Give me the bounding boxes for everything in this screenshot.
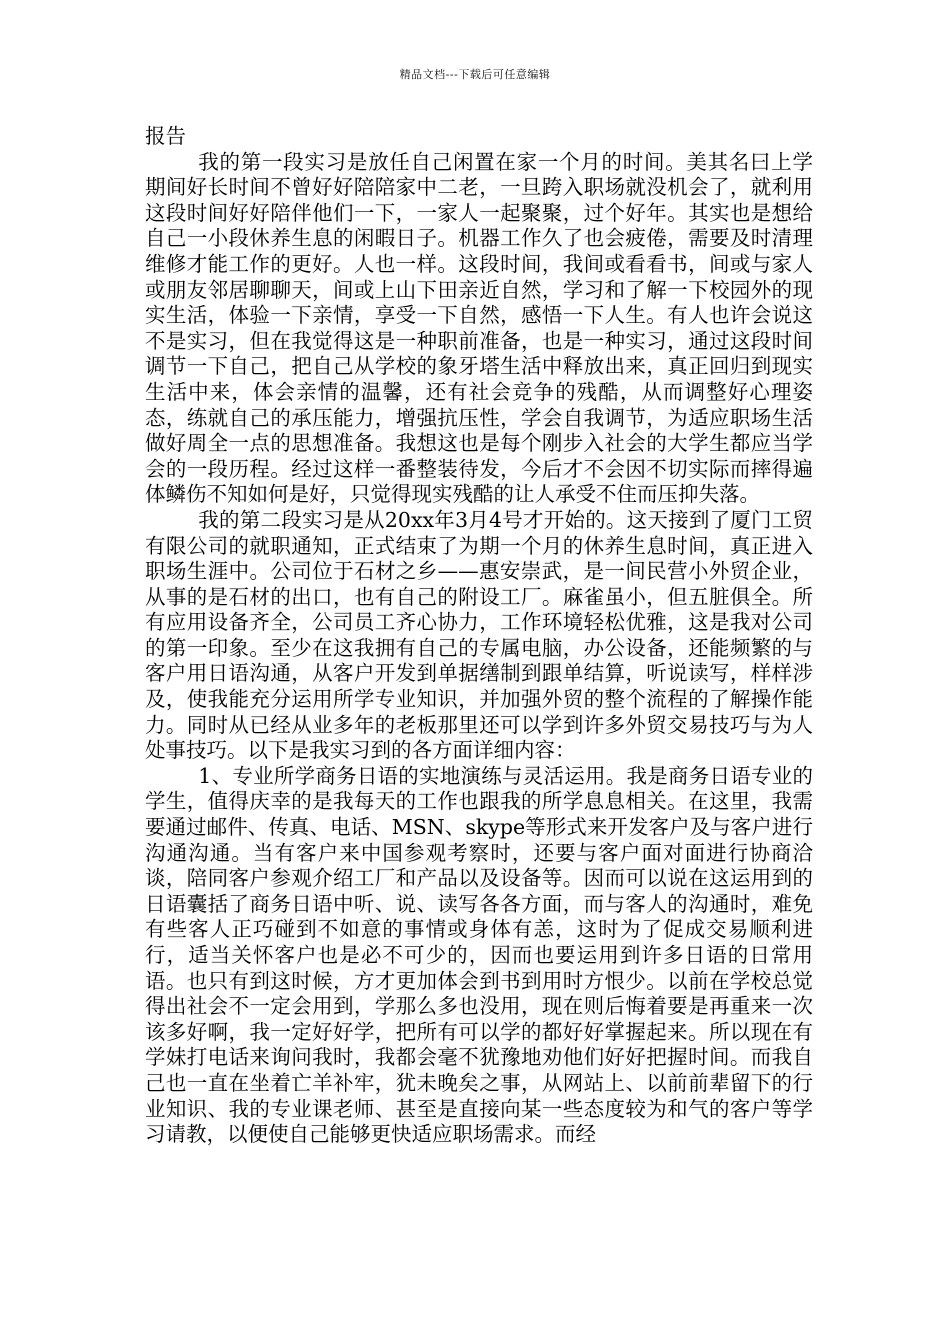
document-heading: 报告 bbox=[145, 124, 186, 148]
page-header-note: 精品文档---下载后可任意编辑 bbox=[399, 68, 551, 81]
document-body bbox=[145, 124, 813, 1148]
paragraph-1: 我的第一段实习是放任自己闲置在家一个月的时间。美其名曰上学期间好长时间不曾好好陪陪家中二老，一旦跨入职场就没机会了，就利用这段时间好好陪伴他们一下，一家人一起聚聚，过个好年。其实也是想给自己一小段休养生息的闲暇日子。机器工作久了也会疲倦，需要及时清理维修才能工作的更好。人也一样。这段时间，我间或看看书，间或与家人或朋友邻居聊聊天，间或上山下田亲近自然，学习和了解一下校园外的现实生活，体验一下亲情，享受一下自然，感悟一下人生。有人也许会说这不是实习，但在我觉得这是一种职前准备，也是一种实习，通过这段时间调节一下自己，把自己从学校的象牙塔生活中释放出来，真正回归到现实生活中来，体会亲情的温馨，还有社会竞争的残酷，从而调整好心理姿态，练就自己的承压能力，增强抗压性，学会自我调节，为适应职场生活做好周全一点的思想准备。我想这也是每个刚步入社会的大学生都应当学会的一段历程。经过这样一番整装待发，今后才不会因不切实际而摔得遍体鳞伤不知如何是好，只觉得现实残酷的让人承受不住而压抑失落。 bbox=[145, 149, 813, 507]
paragraph-2: 我的第二段实习是从20xx年3月4号才开始的。这天接到了厦门工贸有限公司的就职通知，正式结束了为期一个月的休养生息时间，真正进入职场生涯中。公司位于石材之乡——惠安崇武，是一间民营小外贸企业，从事的是石材的出口，也有自己的附设工厂。麻雀虽小，但五脏俱全。所有应用设备齐全，公司员工齐心协力，工作环境轻松优雅，这是我对公司的第一印象。至少在这我拥有自己的专属电脑，办公设备，还能频繁的与客户用日语沟通，从客户开发到单据缮制到跟单结算，听说读写，样样涉及，使我能充分运用所学专业知识，并加强外贸的整个流程的了解操作能力。同时从已经从业多年的老板那里还可以学到许多外贸交易技巧与为人处事技巧。以下是我实习到的各方面详细内容： bbox=[145, 507, 813, 763]
paragraph-3: 1、专业所学商务日语的实地演练与灵活运用。我是商务日语专业的学生，值得庆幸的是我每天的工作也跟我的所学息息相关。在这里，我需要通过邮件、传真、电话、MSN、skype等形式来开发客户及与客户进行沟通沟通。当有客户来中国参观考察时，还要与客户面对面进行协商洽谈，陪同客户参观介绍工厂和产品以及设备等。因而可以说在这运用到的日语囊括了商务日语中听、说、读写各各方面，而与客人的沟通时，难免有些客人正巧碰到不如意的事情或身体有恙，这时为了促成交易顺利进行，适当关怀客户也是必不可少的，因而也要运用到许多日语的日常用语。也只有到这时候，方才更加体会到书到用时方恨少。以前在学校总觉得出社会不一定会用到，学那么多也没用，现在则后悔着要是再重来一次该多好啊，我一定好好学，把所有可以学的都好好掌握起来。所以现在有学妹打电话来询问我时，我都会毫不犹豫地劝他们好好把握时间。而我自己也一直在坐着亡羊补牢，犹未晚矣之事，从网站上、以前前辈留下的行业知识、我的专业课老师、甚至是直接向某一些态度较为和气的客户等学习请教，以便使自己能够更快适应职场需求。而经 bbox=[145, 763, 813, 1147]
